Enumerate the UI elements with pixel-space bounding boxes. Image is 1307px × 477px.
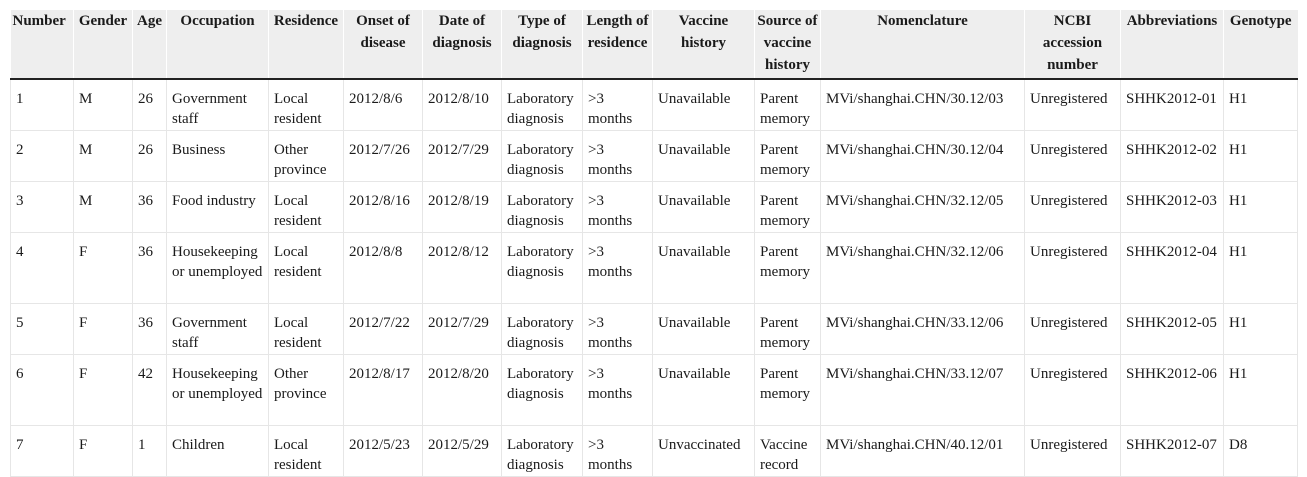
table-row [11,303,1298,354]
cell-vaccine-source: Parent memory [755,303,821,354]
cell-vaccine-source: Parent memory [755,79,821,130]
cell-diagnosis-date: 2012/7/29 [423,303,502,354]
header-row [11,10,1298,79]
cell-occupation: Business [167,130,269,181]
cell-abbreviation: SHHK2012-02 [1121,130,1224,181]
cell-vaccine-history: Unvaccinated [653,425,755,476]
column-header-number: Number [11,10,74,79]
cell-number: 2 [11,130,74,181]
cell-occupation: Food industry [167,181,269,232]
cell-nomenclature: MVi/shanghai.CHN/30.12/03 [821,79,1025,130]
cell-age: 1 [133,425,167,476]
cell-age: 36 [133,303,167,354]
cell-ncbi: Unregistered [1025,354,1121,425]
cell-residence-length: >3 months [583,181,653,232]
cell-residence: Local resident [269,232,344,303]
cell-residence: Local resident [269,425,344,476]
cell-residence: Local resident [269,79,344,130]
cell-diagnosis-date: 2012/8/10 [423,79,502,130]
table-row [11,130,1298,181]
cell-vaccine-source: Parent memory [755,130,821,181]
cell-diagnosis-date: 2012/5/29 [423,425,502,476]
cell-occupation: Housekeeping or unemployed [167,354,269,425]
cell-vaccine-history: Unavailable [653,354,755,425]
cell-vaccine-history: Unavailable [653,79,755,130]
column-header-residence: Residence [269,10,344,79]
cell-nomenclature: MVi/shanghai.CHN/30.12/04 [821,130,1025,181]
cell-diagnosis-type: Laboratory diagnosis [502,130,583,181]
column-header-occupation: Occupation [167,10,269,79]
cell-occupation: Housekeeping or unemployed [167,232,269,303]
cell-residence-length: >3 months [583,232,653,303]
cell-nomenclature: MVi/shanghai.CHN/32.12/05 [821,181,1025,232]
cell-ncbi: Unregistered [1025,232,1121,303]
cell-gender: F [74,354,133,425]
cell-number: 1 [11,79,74,130]
cell-age: 26 [133,79,167,130]
cell-nomenclature: MVi/shanghai.CHN/32.12/06 [821,232,1025,303]
cell-genotype: H1 [1224,232,1298,303]
cell-gender: M [74,130,133,181]
cell-onset: 2012/8/6 [344,79,423,130]
cell-diagnosis-type: Laboratory diagnosis [502,79,583,130]
cell-genotype: H1 [1224,354,1298,425]
cell-residence: Local resident [269,303,344,354]
cell-number: 3 [11,181,74,232]
cell-ncbi: Unregistered [1025,181,1121,232]
cell-number: 4 [11,232,74,303]
cell-diagnosis-type: Laboratory diagnosis [502,181,583,232]
cell-abbreviation: SHHK2012-07 [1121,425,1224,476]
cell-genotype: D8 [1224,425,1298,476]
column-header-gender: Gender [74,10,133,79]
cell-nomenclature: MVi/shanghai.CHN/33.12/07 [821,354,1025,425]
column-header-vaccine-source: Source of vaccine history [755,10,821,79]
cell-vaccine-source: Parent memory [755,181,821,232]
cell-onset: 2012/8/16 [344,181,423,232]
cell-gender: F [74,425,133,476]
column-header-residence-length: Length of residence [583,10,653,79]
cell-onset: 2012/8/17 [344,354,423,425]
table-row [11,425,1298,476]
cell-occupation: Government staff [167,303,269,354]
cell-occupation: Children [167,425,269,476]
cell-abbreviation: SHHK2012-01 [1121,79,1224,130]
cell-age: 26 [133,130,167,181]
cell-diagnosis-type: Laboratory diagnosis [502,232,583,303]
cell-residence-length: >3 months [583,303,653,354]
cell-diagnosis-type: Laboratory diagnosis [502,303,583,354]
cell-ncbi: Unregistered [1025,425,1121,476]
measles-cases-table [10,10,1298,477]
column-header-abbreviations: Abbreviations [1121,10,1224,79]
cell-vaccine-source: Parent memory [755,232,821,303]
column-header-vaccine-history: Vaccine history [653,10,755,79]
cell-vaccine-source: Parent memory [755,354,821,425]
column-header-diagnosis-date: Date of diagnosis [423,10,502,79]
cell-residence-length: >3 months [583,79,653,130]
cell-diagnosis-date: 2012/8/12 [423,232,502,303]
cell-residence: Other province [269,130,344,181]
table-row [11,232,1298,303]
cell-genotype: H1 [1224,181,1298,232]
cell-number: 7 [11,425,74,476]
cell-ncbi: Unregistered [1025,303,1121,354]
cell-onset: 2012/7/26 [344,130,423,181]
cell-diagnosis-date: 2012/8/20 [423,354,502,425]
column-header-genotype: Genotype [1224,10,1298,79]
table-body [11,79,1298,476]
cell-vaccine-history: Unavailable [653,303,755,354]
cell-abbreviation: SHHK2012-03 [1121,181,1224,232]
table-row [11,354,1298,425]
cell-vaccine-history: Unavailable [653,130,755,181]
cell-nomenclature: MVi/shanghai.CHN/40.12/01 [821,425,1025,476]
cell-vaccine-history: Unavailable [653,181,755,232]
column-header-diagnosis-type: Type of diagnosis [502,10,583,79]
cell-gender: M [74,79,133,130]
cell-residence-length: >3 months [583,425,653,476]
cell-residence: Local resident [269,181,344,232]
cell-residence: Other province [269,354,344,425]
cell-genotype: H1 [1224,130,1298,181]
cell-ncbi: Unregistered [1025,130,1121,181]
cell-diagnosis-date: 2012/7/29 [423,130,502,181]
column-header-nomenclature: Nomenclature [821,10,1025,79]
cell-residence-length: >3 months [583,130,653,181]
cell-diagnosis-type: Laboratory diagnosis [502,354,583,425]
table-container [10,10,1297,477]
cell-onset: 2012/8/8 [344,232,423,303]
cell-age: 42 [133,354,167,425]
cell-gender: F [74,232,133,303]
cell-nomenclature: MVi/shanghai.CHN/33.12/06 [821,303,1025,354]
cell-gender: M [74,181,133,232]
cell-number: 5 [11,303,74,354]
cell-diagnosis-type: Laboratory diagnosis [502,425,583,476]
column-header-ncbi: NCBI accession number [1025,10,1121,79]
cell-occupation: Government staff [167,79,269,130]
cell-gender: F [74,303,133,354]
table-row [11,79,1298,130]
cell-genotype: H1 [1224,79,1298,130]
cell-number: 6 [11,354,74,425]
cell-abbreviation: SHHK2012-06 [1121,354,1224,425]
cell-abbreviation: SHHK2012-05 [1121,303,1224,354]
cell-abbreviation: SHHK2012-04 [1121,232,1224,303]
cell-ncbi: Unregistered [1025,79,1121,130]
cell-genotype: H1 [1224,303,1298,354]
table-row [11,181,1298,232]
cell-onset: 2012/7/22 [344,303,423,354]
cell-residence-length: >3 months [583,354,653,425]
cell-onset: 2012/5/23 [344,425,423,476]
cell-diagnosis-date: 2012/8/19 [423,181,502,232]
column-header-age: Age [133,10,167,79]
cell-age: 36 [133,181,167,232]
cell-age: 36 [133,232,167,303]
column-header-onset: Onset of disease [344,10,423,79]
cell-vaccine-history: Unavailable [653,232,755,303]
cell-vaccine-source: Vaccine record [755,425,821,476]
